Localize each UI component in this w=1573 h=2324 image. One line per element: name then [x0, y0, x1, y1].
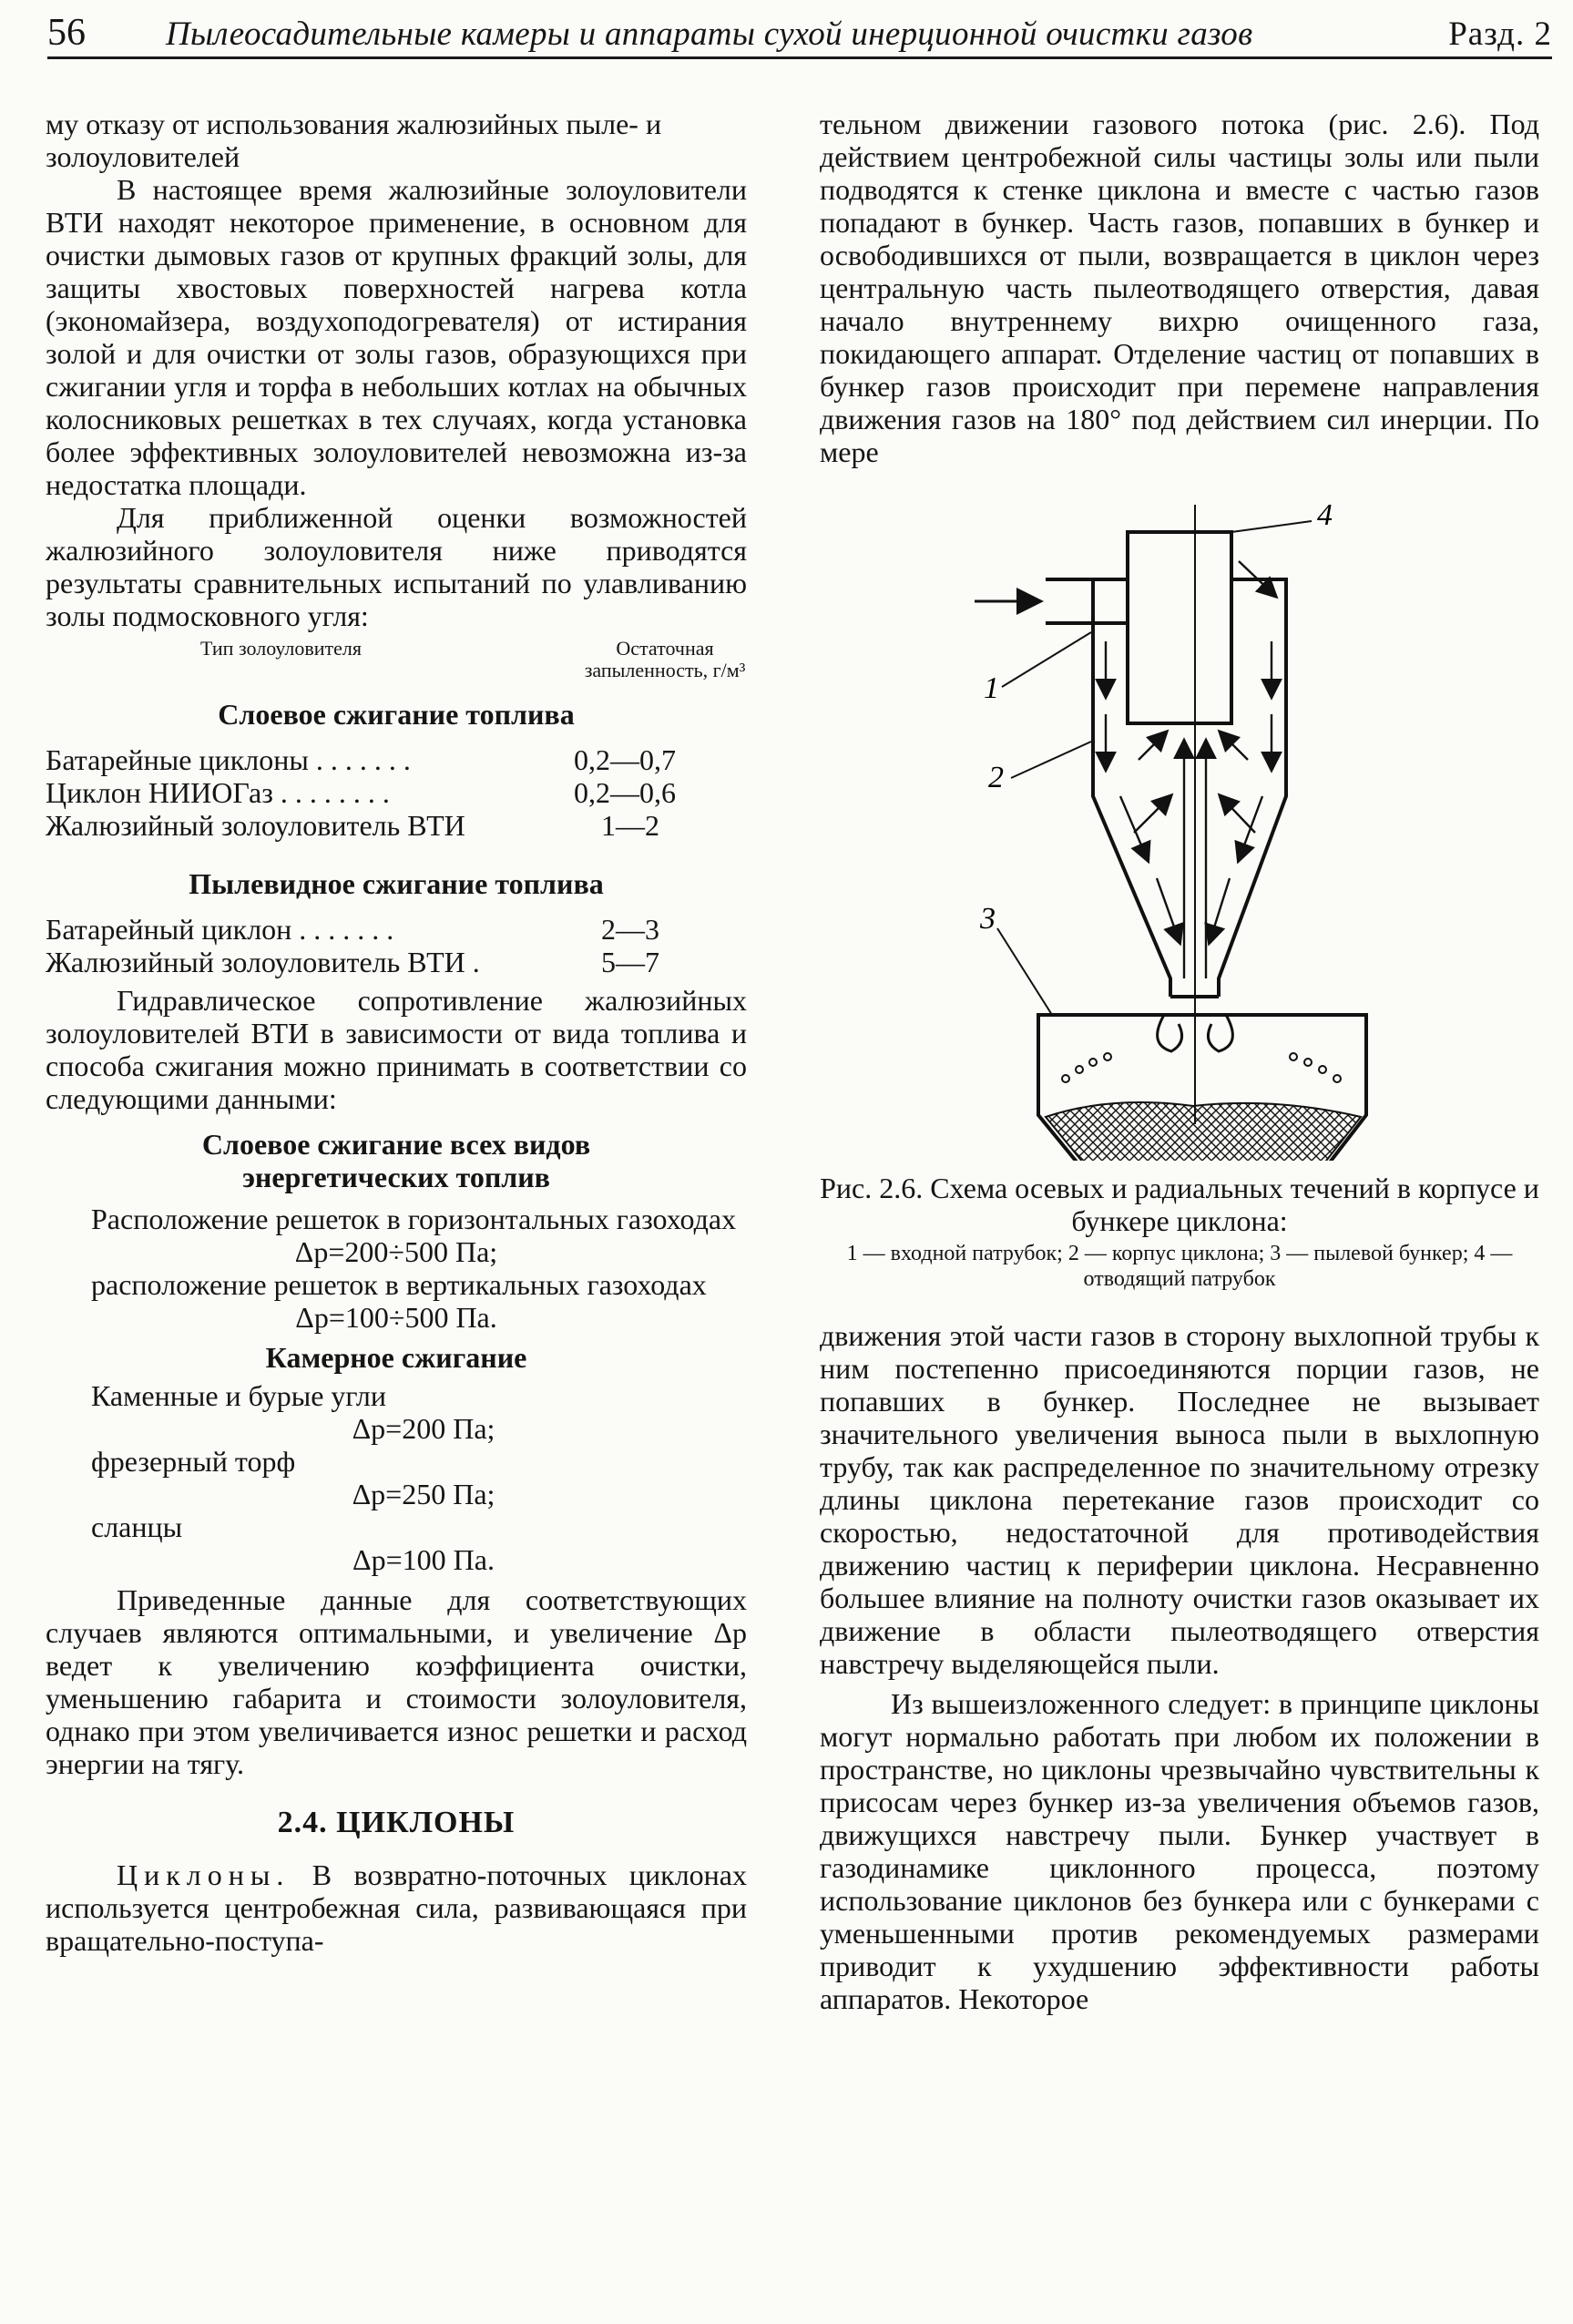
paragraph: тельном движении газового потока (рис. 2.6). Под действием центробежной силы частицы золы или пыли подводятся к стенке циклона и вместе с частью газов попадают в бункер. Часть газов, попавших в бункер и освободившихся от пыли, возвращается в циклон через центральную часть пылеотводящего отверстия, давая начало внутреннему вихрю очищенного газа, покидающего аппарат. Отделение частиц от попавших в бункер газов происходит при перемене направления движения газов на 180° под действием сил инерции. По мере [820, 107, 1539, 468]
paragraph: му отказу от использования жалюзийных пыле- и золоуловителей [46, 107, 662, 173]
paragraph: Каменные и бурые угли [91, 1379, 387, 1412]
paragraph: движения этой части газов в сторону выхлопной трубы к ним постепенно присоединяются порции газов, не попавших в бункер. Последнее не вызывает значительного увеличения выноса пыли в выхлопную трубу, так как распределенное по значительному отрезку длины циклона перетекание газов происходит со скоростью, недостаточной для противодействия движению частиц к периферии циклона. Несравненно большее влияние на полноту очистки газов оказывает их движение в области пылеотводящего отверстия навстречу выделяющейся пыли. [820, 1319, 1539, 1680]
table-col-dust: Остаточная запыленность, г/м³ [584, 637, 746, 681]
cyclone-body [1093, 579, 1286, 997]
label-1: 1 [984, 671, 999, 705]
formula: Δp=250 Па; [352, 1478, 495, 1510]
dust-fill [1046, 1102, 1361, 1161]
run-in-heading: Циклоны. [117, 1858, 291, 1891]
subheading: энергетических топлив [242, 1161, 550, 1193]
running-title: Пылеосадительные камеры и аппараты сухой инерционной очистки газов [166, 15, 1253, 53]
left-column [46, 107, 747, 1957]
table-row: Батарейные циклоны . . . . . . . 0,2—0,7 [46, 743, 676, 776]
outlet-pipe [1128, 532, 1231, 723]
label-2: 2 [988, 761, 1004, 794]
label-3: 3 [980, 902, 996, 936]
table-col-type: Тип золоуловителя [200, 637, 362, 660]
paragraph: Приведенные данные для соответствующих случаев являются оптимальными, и увеличение Δp ведет к увеличению коэффициента очистки, уменьшению габарита и стоимости золоуловителя, однако при этом увеличивается износ решетки и расход энергии на тягу. [46, 1583, 747, 1780]
section-label: Разд. 2 [1448, 15, 1552, 53]
table-row: Жалюзийный золоуловитель ВТИ . 5—7 [46, 946, 659, 978]
paragraph: сланцы [91, 1510, 183, 1543]
right-column [820, 107, 1539, 2015]
paragraph: Из вышеизложенного следует: в принципе циклоны могут нормально работать при любом их положении в пространстве, но циклоны чрезвычайно чувствительны к присосам через бункер из-за увеличения объемов газов, движущихся навстречу пыли. Бункер участвует в газодинамике циклонного процесса, поэтому использование циклонов без бункера или с бункерами с уменьшенными против рекомендуемых размерами приводит к ухудшению эффективности работы аппаратов. Некоторое [820, 1687, 1539, 2015]
formula: Δp=200÷500 Па; [294, 1235, 498, 1268]
paragraph: расположение решеток в вертикальных газоходах [91, 1268, 707, 1301]
page-number: 56 [47, 12, 86, 54]
formula: Δp=100 Па. [352, 1543, 495, 1576]
inlet-pipe [1046, 579, 1128, 623]
paragraph: Гидравлическое сопротивление жалюзийных золоуловителей ВТИ в зависимости от вида топлива и способа сжигания можно принимать в соответствии со следующими данными: [46, 984, 747, 1115]
subheading: Слоевое сжигание всех видов [201, 1128, 591, 1161]
table-group-title: Слоевое сжигание топлива [218, 698, 575, 731]
paragraph: Расположение решеток в горизонтальных газоходах [91, 1203, 737, 1235]
cyclone-figure [820, 468, 1539, 1161]
formula: Δp=200 Па; [352, 1412, 495, 1445]
figure-caption: Рис. 2.6. Схема осевых и радиальных течений в корпусе и бункере циклона: [820, 1172, 1539, 1237]
subheading: Камерное сжигание [265, 1341, 527, 1374]
table-group-title: Пылевидное сжигание топлива [189, 867, 604, 900]
paragraph: Для приближенной оценки возможностей жалюзийного золоуловителя ниже приводятся результаты сравнительных испытаний по улавливанию золы подмосковного угля: [46, 501, 747, 632]
table-group-rows [46, 743, 747, 842]
table-row: Жалюзийный золоуловитель ВТИ 1—2 [46, 809, 659, 842]
page-header [47, 9, 1552, 59]
formula: Δp=100÷500 Па. [295, 1301, 497, 1334]
section-title: 2.4. ЦИКЛОНЫ [277, 1806, 516, 1839]
paragraph: В настоящее время жалюзийные золоуловители ВТИ находят некоторое применение, в основном для очистки дымовых газов от крупных фракций золы, для защиты хвостовых поверхностей нагрева котла (экономайзера, воздухоподогревателя) от истирания золой и для очистки от золы газов, образующихся при сжигании угля и торфа в небольших котлах на обычных колосниковых решетках в тех случаях, когда установка более эффективных золоуловителей невозможна из-за недостатка площади. [46, 173, 747, 501]
table-row: Циклон НИИОГаз . . . . . . . . 0,2—0,6 [46, 776, 676, 809]
figure-legend: 1 — входной патрубок; 2 — корпус циклона; 3 — пылевой бункер; 4 — отводящий патрубок [846, 1242, 1513, 1291]
paragraph: Циклоны. В возвратно-поточных циклонах используется центробежная сила, развивающаяся при вращательно-поступа- [46, 1858, 747, 1957]
table-header [46, 638, 747, 681]
table-group-rows [46, 913, 747, 978]
label-4: 4 [1317, 498, 1333, 532]
table-row: Батарейный циклон . . . . . . . 2—3 [46, 913, 659, 946]
cyclone-diagram [820, 468, 1539, 1161]
paragraph: фрезерный торф [91, 1445, 296, 1478]
